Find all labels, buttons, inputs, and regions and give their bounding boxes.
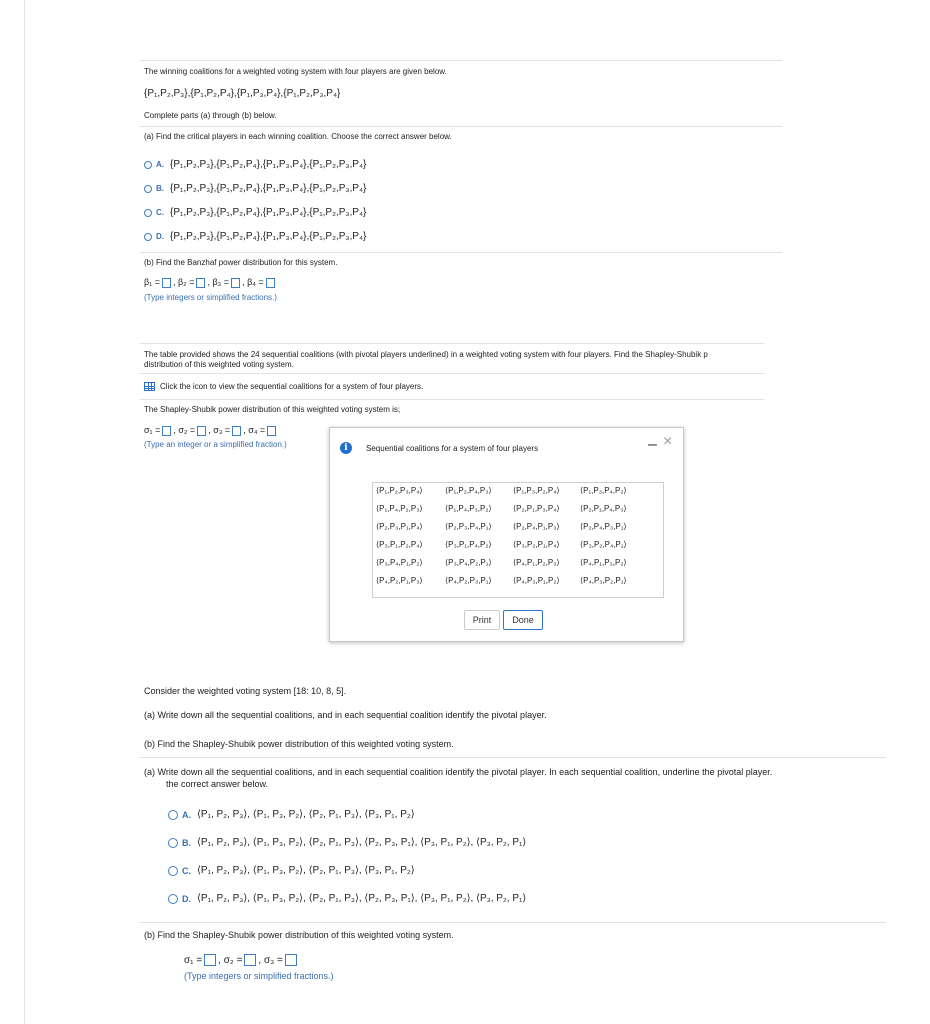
option-text: {P₁,P₂,P₃},{P₁,P₂,P₄},{P₁,P₃,P₄},{P₁,P₂,P₃,P₄}	[170, 207, 367, 218]
option-letter: B.	[156, 183, 164, 193]
radio-button[interactable]	[168, 810, 178, 820]
page-left-border	[24, 0, 25, 1024]
table-cell: ⟨P₂,P₄,P₃,P₁⟩	[580, 522, 627, 531]
problem3-option-d[interactable]	[168, 892, 526, 905]
beta-2-input[interactable]	[196, 278, 205, 288]
problem3-part-a: (a) Write down all the sequential coalitions, and in each sequential coalition identify the pivotal player.	[144, 710, 547, 720]
radio-button[interactable]	[144, 233, 152, 241]
sigma-4-label: σ₄ =	[248, 425, 266, 435]
sigma-1-label: σ₁ =	[144, 425, 161, 435]
problem2-intro-line2: distribution of this weighted voting system.	[144, 360, 294, 369]
option-text: {P₁,P₂,P₃},{P₁,P₂,P₄},{P₁,P₃,P₄},{P₁,P₂,P₃,P₄}	[170, 159, 367, 170]
problem3-option-b[interactable]	[168, 836, 526, 849]
option-text: ⟨P₁, P₂, P₃⟩, ⟨P₁, P₃, P₂⟩, ⟨P₂, P₁, P₃⟩, ⟨P₂, P₃, P₁⟩, ⟨P₃, P₁, P₂⟩, ⟨P₃, P₂, P₁⟩	[197, 837, 527, 848]
problem3-part-b: (b) Find the Shapley-Shubik power distribution of this weighted voting system.	[144, 739, 454, 749]
divider	[140, 60, 782, 61]
table-cell: ⟨P₄,P₃,P₁,P₂⟩	[513, 576, 560, 585]
beta-3-label: β₃ =	[212, 277, 230, 287]
option-letter: C.	[156, 207, 164, 217]
table-cell: ⟨P₄,P₁,P₂,P₃⟩	[513, 558, 560, 567]
sigma-3-label: σ₃ =	[263, 955, 283, 966]
coalitions-table	[372, 482, 664, 598]
info-icon: i	[340, 442, 352, 454]
table-cell: ⟨P₁,P₂,P₃,P₄⟩	[376, 486, 423, 495]
table-cell: ⟨P₁,P₂,P₄,P₃⟩	[445, 486, 492, 495]
divider	[140, 399, 764, 400]
problem1-part-a: (a) Find the critical players in each winning coalition. Choose the correct answer below.	[144, 132, 452, 141]
beta-2-label: β₂ =	[178, 277, 195, 287]
beta-1-label: β₁ =	[144, 277, 160, 287]
table-cell: ⟨P₃,P₁,P₄,P₂⟩	[445, 540, 492, 549]
sigma-1-label: σ₁ =	[184, 955, 203, 966]
table-cell: ⟨P₂,P₁,P₃,P₄⟩	[513, 504, 560, 513]
table-cell: ⟨P₂,P₃,P₁,P₄⟩	[376, 522, 423, 531]
minimize-icon[interactable]: –	[648, 436, 657, 453]
problem3-answer-a-line2: the correct answer below.	[166, 779, 269, 789]
radio-button[interactable]	[144, 161, 152, 169]
sigma-3-input[interactable]	[285, 954, 297, 966]
radio-button[interactable]	[168, 866, 178, 876]
problem3-hint: (Type integers or simplified fractions.)	[184, 971, 334, 981]
option-letter: D.	[156, 231, 164, 241]
option-text: ⟨P₁, P₂, P₃⟩, ⟨P₁, P₃, P₂⟩, ⟨P₂, P₁, P₃⟩, ⟨P₃, P₁, P₂⟩	[197, 865, 415, 876]
option-text: ⟨P₁, P₂, P₃⟩, ⟨P₁, P₃, P₂⟩, ⟨P₂, P₁, P₃⟩, ⟨P₂, P₃, P₁⟩, ⟨P₃, P₁, P₂⟩, ⟨P₃, P₂, P₁⟩	[197, 893, 527, 904]
sigma-3-label: σ₃ =	[213, 425, 231, 435]
dialog-header	[330, 428, 683, 464]
table-cell: ⟨P₃,P₂,P₄,P₁⟩	[580, 540, 627, 549]
problem1-option-d[interactable]	[144, 230, 366, 243]
table-cell: ⟨P₁,P₄,P₃,P₂⟩	[445, 504, 492, 513]
table-cell: ⟨P₂,P₁,P₄,P₃⟩	[580, 504, 627, 513]
problem1-part-b: (b) Find the Banzhaf power distribution for this system.	[144, 258, 338, 267]
problem2-hint: (Type an integer or a simplified fraction.)	[144, 440, 287, 449]
close-icon[interactable]: ×	[663, 433, 673, 450]
beta-4-input[interactable]	[266, 278, 275, 288]
table-cell: ⟨P₂,P₃,P₄,P₁⟩	[445, 522, 492, 531]
problem3-shapley-inputs: σ₁ = , σ₂ = , σ₃ =	[184, 954, 299, 967]
problem3-intro: Consider the weighted voting system [18: 10, 8, 5].	[144, 686, 347, 696]
table-cell: ⟨P₄,P₂,P₃,P₁⟩	[445, 576, 492, 585]
click-text: Click the icon to view the sequential coalitions for a system of four players.	[160, 382, 424, 391]
sigma-2-label: σ₂ =	[178, 425, 196, 435]
done-button[interactable]: Done	[503, 610, 543, 630]
view-coalitions-link[interactable]	[144, 382, 423, 392]
problem3-answer-a-line1: (a) Write down all the sequential coalitions, and in each sequential coalition identify the pivotal player. In each sequential coalition, underline the pivotal player.	[144, 767, 773, 777]
divider	[140, 922, 886, 923]
table-cell: ⟨P₃,P₁,P₂,P₄⟩	[376, 540, 423, 549]
problem1-instruction: Complete parts (a) through (b) below.	[144, 111, 277, 120]
sigma-1-input[interactable]	[204, 954, 216, 966]
radio-button[interactable]	[168, 838, 178, 848]
sequential-coalitions-dialog	[329, 427, 684, 642]
sigma-3-input[interactable]	[232, 426, 241, 436]
print-button[interactable]: Print	[464, 610, 500, 630]
divider	[140, 343, 764, 344]
problem3-answer-b: (b) Find the Shapley-Shubik power distribution of this weighted voting system.	[144, 930, 454, 940]
table-icon[interactable]	[144, 382, 155, 391]
table-cell: ⟨P₄,P₃,P₂,P₁⟩	[580, 576, 627, 585]
table-cell: ⟨P₁,P₃,P₂,P₄⟩	[513, 486, 560, 495]
table-cell: ⟨P₃,P₄,P₂,P₁⟩	[445, 558, 492, 567]
banzhaf-inputs: β₁ = , β₂ = , β₃ = , β₄ =	[144, 276, 277, 288]
radio-button[interactable]	[168, 894, 178, 904]
table-cell: ⟨P₂,P₄,P₁,P₃⟩	[513, 522, 560, 531]
divider	[140, 757, 886, 758]
table-cell: ⟨P₄,P₁,P₃,P₂⟩	[580, 558, 627, 567]
beta-3-input[interactable]	[231, 278, 240, 288]
sigma-2-input[interactable]	[244, 954, 256, 966]
beta-4-label: β₄ =	[247, 277, 264, 287]
divider	[140, 373, 764, 374]
dialog-title: Sequential coalitions for a system of four players	[366, 444, 539, 453]
divider	[140, 252, 782, 253]
option-text: ⟨P₁, P₂, P₃⟩, ⟨P₁, P₃, P₂⟩, ⟨P₂, P₁, P₃⟩, ⟨P₃, P₁, P₂⟩	[197, 809, 415, 820]
problem3-option-a[interactable]	[168, 808, 415, 821]
option-text: {P₁,P₂,P₃},{P₁,P₂,P₄},{P₁,P₃,P₄},{P₁,P₂,P₃,P₄}	[170, 231, 367, 242]
table-cell: ⟨P₁,P₄,P₂,P₃⟩	[376, 504, 423, 513]
sigma-2-input[interactable]	[197, 426, 206, 436]
radio-button[interactable]	[144, 209, 152, 217]
problem1-option-a[interactable]	[144, 158, 366, 171]
radio-button[interactable]	[144, 185, 152, 193]
beta-1-input[interactable]	[162, 278, 171, 288]
option-letter: C.	[182, 865, 191, 876]
option-letter: A.	[182, 809, 191, 820]
problem1-option-c[interactable]	[144, 206, 366, 219]
option-letter: A.	[156, 159, 164, 169]
option-letter: D.	[182, 893, 191, 904]
table-cell: ⟨P₁,P₃,P₄,P₂⟩	[580, 486, 627, 495]
option-text: {P₁,P₂,P₃},{P₁,P₂,P₄},{P₁,P₃,P₄},{P₁,P₂,P₃,P₄}	[170, 183, 367, 194]
problem1-option-b[interactable]	[144, 182, 366, 195]
sigma-4-input[interactable]	[267, 426, 276, 436]
problem3-option-c[interactable]	[168, 864, 415, 877]
problem1-intro: The winning coalitions for a weighted voting system with four players are given below.	[144, 67, 447, 76]
sigma-2-label: σ₂ =	[223, 955, 243, 966]
problem1-coalitions: {P₁,P₂,P₃},{P₁,P₂,P₄},{P₁,P₃,P₄},{P₁,P₂,P₃,P₄}	[144, 88, 341, 99]
problem1-hint: (Type integers or simplified fractions.)	[144, 293, 277, 302]
divider	[140, 126, 782, 127]
shapley-inputs: σ₁ = , σ₂ = , σ₃ = , σ₄ =	[144, 424, 278, 436]
option-letter: B.	[182, 837, 191, 848]
table-cell: ⟨P₃,P₂,P₁,P₄⟩	[513, 540, 560, 549]
table-cell: ⟨P₃,P₄,P₁,P₂⟩	[376, 558, 423, 567]
table-cell: ⟨P₄,P₂,P₁,P₃⟩	[376, 576, 423, 585]
problem2-question: The Shapley-Shubik power distribution of this weighted voting system is;	[144, 405, 401, 414]
problem2-intro-line1: The table provided shows the 24 sequential coalitions (with pivotal players underlined) in a weighted voting system with four players. Find the Shapley-Shubik p	[144, 350, 708, 359]
sigma-1-input[interactable]	[162, 426, 171, 436]
